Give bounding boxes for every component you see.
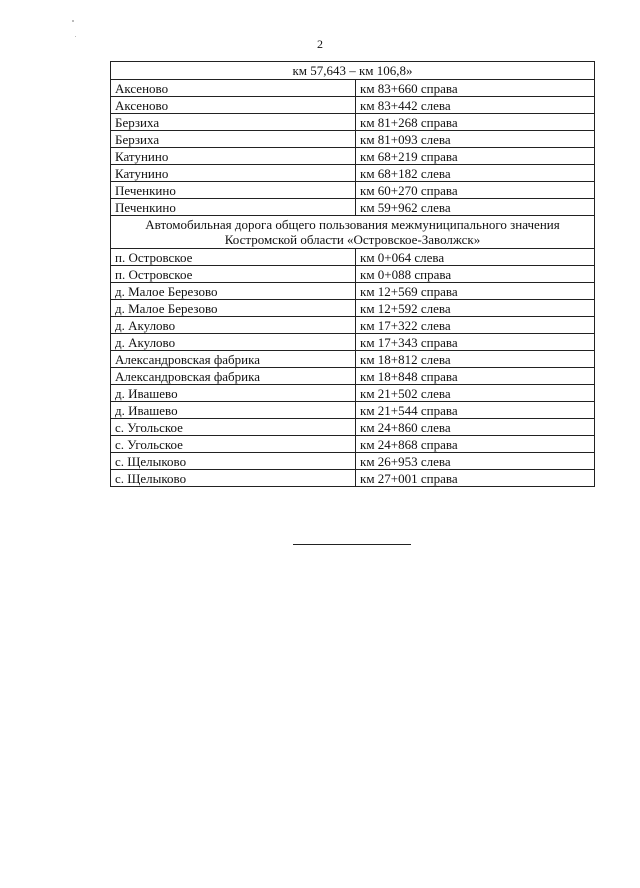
table-row xyxy=(111,131,595,148)
kilometer-cell: км 18+812 слева xyxy=(356,351,595,368)
table-row xyxy=(111,317,595,334)
section-heading: Автомобильная дорога общего пользования межмуниципального значения Костромской области «Островское-Заволжск» xyxy=(111,216,595,249)
table-row xyxy=(111,182,595,199)
kilometer-cell: км 24+860 слева xyxy=(356,419,595,436)
settlement-cell: с. Угольское xyxy=(111,436,356,453)
settlement-cell: Александровская фабрика xyxy=(111,368,356,385)
section-heading: км 57,643 – км 106,8» xyxy=(111,62,595,80)
table-row xyxy=(111,351,595,368)
table-row xyxy=(111,97,595,114)
kilometer-cell: км 68+182 слева xyxy=(356,165,595,182)
table-row xyxy=(111,453,595,470)
settlement-cell: Александровская фабрика xyxy=(111,351,356,368)
table-row xyxy=(111,148,595,165)
table-row xyxy=(111,249,595,266)
table-row xyxy=(111,283,595,300)
table-row xyxy=(111,199,595,216)
settlement-cell: д. Акулово xyxy=(111,334,356,351)
table-row xyxy=(111,300,595,317)
table-row xyxy=(111,402,595,419)
settlement-cell: д. Акулово xyxy=(111,317,356,334)
settlement-cell: д. Ивашево xyxy=(111,402,356,419)
scan-speck xyxy=(75,36,76,37)
kilometer-cell: км 0+064 слева xyxy=(356,249,595,266)
table-row xyxy=(111,114,595,131)
table-row xyxy=(111,266,595,283)
table-row xyxy=(111,80,595,97)
kilometer-cell: км 24+868 справа xyxy=(356,436,595,453)
kilometer-cell: км 21+502 слева xyxy=(356,385,595,402)
settlement-cell: Катунино xyxy=(111,165,356,182)
kilometer-cell: км 12+592 слева xyxy=(356,300,595,317)
bus-stops-table xyxy=(110,61,595,487)
section-heading-row xyxy=(111,216,595,249)
settlement-cell: д. Ивашево xyxy=(111,385,356,402)
scan-speck xyxy=(72,20,74,22)
settlement-cell: с. Щелыково xyxy=(111,453,356,470)
kilometer-cell: км 26+953 слева xyxy=(356,453,595,470)
settlement-cell: п. Островское xyxy=(111,266,356,283)
settlement-cell: Печенкино xyxy=(111,199,356,216)
settlement-cell: д. Малое Березово xyxy=(111,300,356,317)
table-row xyxy=(111,470,595,487)
kilometer-cell: км 18+848 справа xyxy=(356,368,595,385)
section-heading-row xyxy=(111,62,595,80)
kilometer-cell: км 21+544 справа xyxy=(356,402,595,419)
end-of-document-rule xyxy=(293,544,411,545)
settlement-cell: Аксеново xyxy=(111,80,356,97)
kilometer-cell: км 12+569 справа xyxy=(356,283,595,300)
page-number: 2 xyxy=(317,37,323,51)
kilometer-cell: км 81+268 справа xyxy=(356,114,595,131)
kilometer-cell: км 27+001 справа xyxy=(356,470,595,487)
kilometer-cell: км 83+660 справа xyxy=(356,80,595,97)
settlement-cell: д. Малое Березово xyxy=(111,283,356,300)
settlement-cell: Печенкино xyxy=(111,182,356,199)
table-row xyxy=(111,334,595,351)
kilometer-cell: км 68+219 справа xyxy=(356,148,595,165)
settlement-cell: с. Щелыково xyxy=(111,470,356,487)
kilometer-cell: км 0+088 справа xyxy=(356,266,595,283)
kilometer-cell: км 81+093 слева xyxy=(356,131,595,148)
settlement-cell: Аксеново xyxy=(111,97,356,114)
table-row xyxy=(111,368,595,385)
kilometer-cell: км 17+343 справа xyxy=(356,334,595,351)
table-row xyxy=(111,436,595,453)
settlement-cell: Берзиха xyxy=(111,114,356,131)
settlement-cell: Берзиха xyxy=(111,131,356,148)
settlement-cell: п. Островское xyxy=(111,249,356,266)
kilometer-cell: км 17+322 слева xyxy=(356,317,595,334)
settlement-cell: с. Угольское xyxy=(111,419,356,436)
table-row xyxy=(111,165,595,182)
table-row xyxy=(111,385,595,402)
settlement-cell: Катунино xyxy=(111,148,356,165)
kilometer-cell: км 60+270 справа xyxy=(356,182,595,199)
kilometer-cell: км 83+442 слева xyxy=(356,97,595,114)
table-row xyxy=(111,419,595,436)
kilometer-cell: км 59+962 слева xyxy=(356,199,595,216)
